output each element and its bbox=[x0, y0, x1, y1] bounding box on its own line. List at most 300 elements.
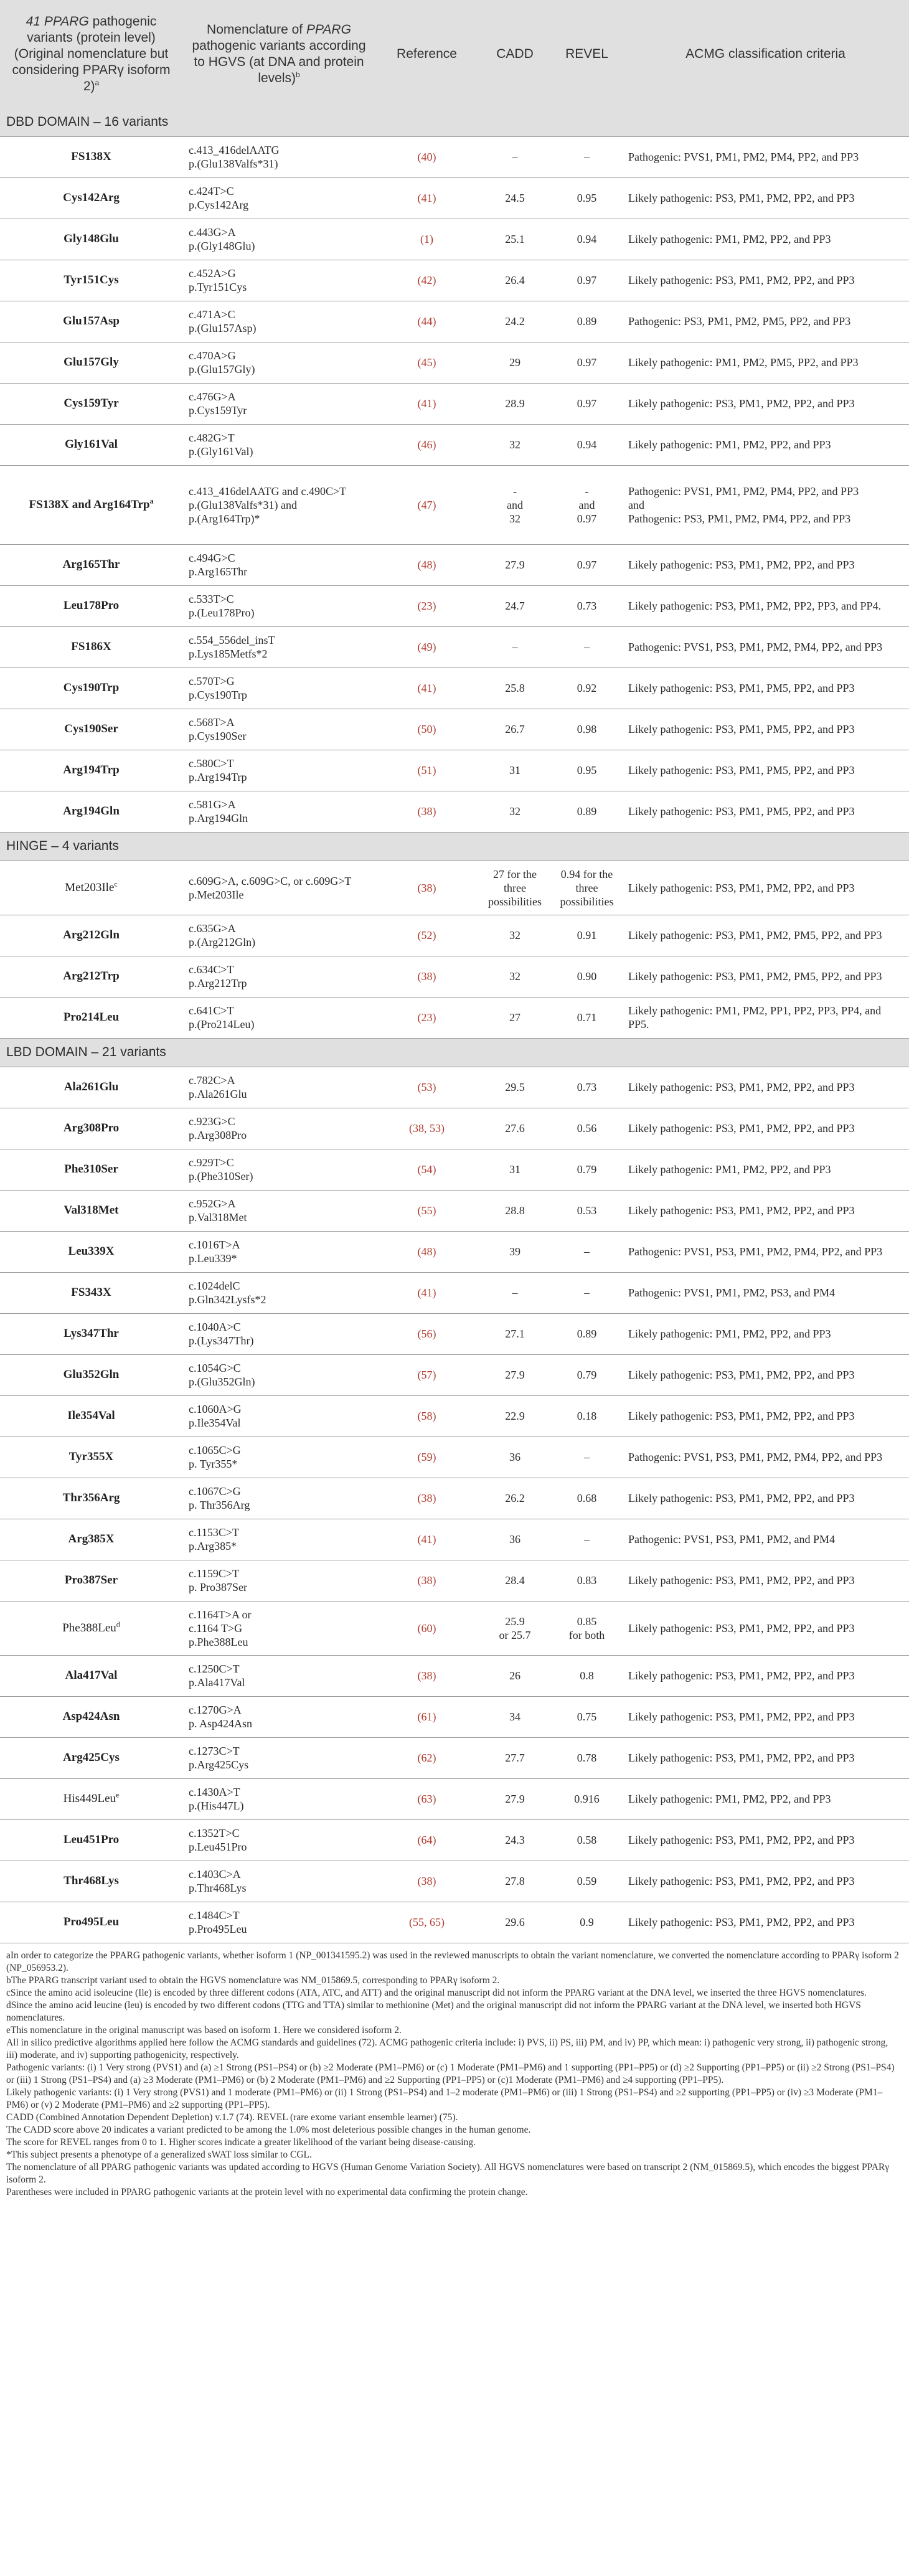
revel-cell: – bbox=[552, 1519, 622, 1560]
reference-cell: (48) bbox=[375, 1231, 478, 1272]
nomenclature-cell bbox=[182, 136, 375, 177]
reference-cell: (59) bbox=[375, 1437, 478, 1478]
nomenclature-line: c.1067C>G bbox=[189, 1485, 241, 1498]
nomenclature-line: p.Gln342Lysfs*2 bbox=[189, 1293, 266, 1306]
variant-cell bbox=[0, 1778, 182, 1819]
cadd-cell bbox=[478, 1601, 552, 1655]
revel-cell: 0.71 bbox=[552, 997, 622, 1038]
revel-cell: 0.58 bbox=[552, 1819, 622, 1861]
reference-cell: (62) bbox=[375, 1737, 478, 1778]
col-header-reference: Reference bbox=[375, 0, 478, 108]
nomenclature-line: p. Tyr355* bbox=[189, 1458, 238, 1470]
acmg-cell: Likely pathogenic: PS3, PM1, PM2, PP2, and PP3 bbox=[622, 1655, 909, 1696]
reference-cell: (44) bbox=[375, 301, 478, 342]
revel-cell: 0.68 bbox=[552, 1478, 622, 1519]
variant-name: Tyr151Cys bbox=[64, 273, 119, 286]
variant-cell bbox=[0, 301, 182, 342]
reference-cell: (55, 65) bbox=[375, 1902, 478, 1943]
acmg-cell: Likely pathogenic: PS3, PM1, PM2, PP2, and PP3 bbox=[622, 1601, 909, 1655]
nomenclature-line: p.Arg425Cys bbox=[189, 1758, 249, 1771]
table-row bbox=[0, 1149, 909, 1190]
revel-cell: 0.94 bbox=[552, 424, 622, 465]
reference-cell: (56) bbox=[375, 1313, 478, 1354]
acmg-cell: Pathogenic: PVS1, PM1, PM2, PS3, and PM4 bbox=[622, 1272, 909, 1313]
footnote: *This subject presents a phenotype of a generalized sWAT loss similar to CGL. bbox=[6, 2149, 312, 2160]
reference-cell: (55) bbox=[375, 1190, 478, 1231]
table-header-row bbox=[0, 0, 909, 108]
revel-cell: 0.79 bbox=[552, 1149, 622, 1190]
acmg-cell: Pathogenic: PVS1, PS3, PM1, PM2, PM4, PP2, and PP3 bbox=[622, 626, 909, 668]
table-row bbox=[0, 956, 909, 997]
revel-cell: – bbox=[552, 1231, 622, 1272]
nomenclature-line: c.1430A>T bbox=[189, 1786, 240, 1798]
acmg-cell: Likely pathogenic: PS3, PM1, PM2, PP2, and PP3 bbox=[622, 1354, 909, 1395]
acmg-cell: Likely pathogenic: PS3, PM1, PM2, PP2, and PP3 bbox=[622, 544, 909, 585]
nomenclature-line: c.452A>G bbox=[189, 267, 236, 280]
cadd-cell: 32 bbox=[478, 956, 552, 997]
revel-cell: – bbox=[552, 1437, 622, 1478]
variant-cell bbox=[0, 1395, 182, 1437]
cadd-cell: 27.9 bbox=[478, 1354, 552, 1395]
table-body bbox=[0, 108, 909, 1943]
reference-cell: (61) bbox=[375, 1696, 478, 1737]
col-header-nomenclature: Nomenclature of PPARG pathogenic variants according to HGVS (at DNA and protein levels)$^b$ bbox=[182, 0, 375, 108]
footnote: Parentheses were included in PPARG pathogenic variants at the protein level with no experimental data confirming the protein change. bbox=[6, 2186, 528, 2197]
variant-cell bbox=[0, 1149, 182, 1190]
cadd-cell: 24.7 bbox=[478, 585, 552, 626]
cadd-cell: 26 bbox=[478, 1655, 552, 1696]
nomenclature-line: c.581G>A bbox=[189, 798, 236, 811]
variant-cell bbox=[0, 1902, 182, 1943]
reference-cell: (48) bbox=[375, 544, 478, 585]
reference-cell: (45) bbox=[375, 342, 478, 383]
variant-name: FS138X bbox=[71, 150, 111, 163]
nomenclature-cell bbox=[182, 956, 375, 997]
reference-cell: (38) bbox=[375, 1478, 478, 1519]
cadd-line: or 25.7 bbox=[499, 1628, 531, 1641]
cadd-cell: 29 bbox=[478, 342, 552, 383]
variant-name: Tyr355X bbox=[68, 1450, 114, 1463]
revel-cell: 0.98 bbox=[552, 709, 622, 750]
cadd-line: - bbox=[513, 484, 517, 498]
nomenclature-line: c.471A>C bbox=[189, 308, 235, 321]
nomenclature-cell bbox=[182, 1313, 375, 1354]
nomenclature-line: p.Pro495Leu bbox=[189, 1923, 247, 1935]
variant-cell bbox=[0, 260, 182, 301]
table-row bbox=[0, 301, 909, 342]
nomenclature-line: p.Thr468Lys bbox=[189, 1882, 247, 1894]
variant-cell bbox=[0, 1231, 182, 1272]
nomenclature-cell bbox=[182, 1861, 375, 1902]
variant-name: Cys142Arg bbox=[63, 191, 120, 204]
nomenclature-cell bbox=[182, 465, 375, 544]
variant-name: FS186X bbox=[71, 640, 111, 653]
nomenclature-cell bbox=[182, 383, 375, 424]
revel-cell: 0.97 bbox=[552, 383, 622, 424]
nomenclature-line: c.1484C>T bbox=[189, 1909, 240, 1922]
table-row bbox=[0, 1902, 909, 1943]
cadd-cell: 25.1 bbox=[478, 219, 552, 260]
revel-cell: 0.73 bbox=[552, 585, 622, 626]
revel-cell: 0.18 bbox=[552, 1395, 622, 1437]
nomenclature-line: p.(Arg212Gln) bbox=[189, 936, 256, 948]
nomenclature-line: c.1164 T>G bbox=[189, 1621, 243, 1635]
acmg-cell: Pathogenic: PVS1, PS3, PM1, PM2, PM4, PP2, and PP3 bbox=[622, 1437, 909, 1478]
nomenclature-line: p.Lys185Metfs*2 bbox=[189, 648, 268, 660]
revel-cell: 0.90 bbox=[552, 956, 622, 997]
nomenclature-line: c.1065C>G bbox=[189, 1444, 241, 1456]
variant-cell bbox=[0, 1067, 182, 1108]
nomenclature-line: p.Ala261Glu bbox=[189, 1088, 247, 1100]
acmg-cell: Likely pathogenic: PS3, PM1, PM2, PM5, PP2, and PP3 bbox=[622, 915, 909, 956]
acmg-cell: Likely pathogenic: PS3, PM1, PM5, PP2, and PP3 bbox=[622, 750, 909, 791]
nomenclature-line: p. Thr356Arg bbox=[189, 1499, 250, 1511]
table-row bbox=[0, 709, 909, 750]
variant-cell bbox=[0, 585, 182, 626]
variant-name: Cys159Tyr bbox=[64, 397, 119, 410]
acmg-cell: Likely pathogenic: PS3, PM1, PM2, PP2, and PP3 bbox=[622, 1902, 909, 1943]
reference-cell: (50) bbox=[375, 709, 478, 750]
reference-cell: (57) bbox=[375, 1354, 478, 1395]
nomenclature-line: c.929T>C bbox=[189, 1156, 234, 1169]
cadd-cell: 29.6 bbox=[478, 1902, 552, 1943]
footnote: The CADD score above 20 indicates a variant predicted to be among the 1.0% most deleterious possible changes in the human genome. bbox=[6, 2124, 531, 2135]
acmg-cell: Likely pathogenic: PM1, PM2, PM5, PP2, and PP3 bbox=[622, 342, 909, 383]
table-row bbox=[0, 1601, 909, 1655]
revel-cell: 0.89 bbox=[552, 1313, 622, 1354]
variant-name: Gly161Val bbox=[65, 438, 118, 451]
acmg-line: Pathogenic: PVS1, PM1, PM2, PM4, PP2, and PP3 bbox=[628, 484, 859, 498]
cadd-cell: 28.9 bbox=[478, 383, 552, 424]
nomenclature-cell bbox=[182, 1560, 375, 1601]
cadd-cell: 34 bbox=[478, 1696, 552, 1737]
reference-cell: (60) bbox=[375, 1601, 478, 1655]
nomenclature-cell bbox=[182, 750, 375, 791]
variant-cell bbox=[0, 1819, 182, 1861]
cadd-cell bbox=[478, 861, 552, 915]
nomenclature-line: p.(Glu157Gly) bbox=[189, 363, 255, 375]
nomenclature-cell bbox=[182, 1655, 375, 1696]
nomenclature-line: c.1270G>A bbox=[189, 1704, 242, 1716]
footnote: Likely pathogenic variants: (i) 1 Very strong (PVS1) and 1 moderate (PM1–PM6) or (ii) 1 Strong (PS1–PS4) and 1–2 moderate (PM1–PM6) or (iii) 1 Strong (PS1–PS4) and ≥2 supporting (PP1–PP5) or (iv) ≥3 Moderate (PM1–PM6) or (v) 2 Moderate (PM1–PM6) and ≥2 supporting (PP1–PP5). bbox=[6, 2087, 883, 2110]
acmg-cell: Likely pathogenic: PM1, PM2, PP2, and PP3 bbox=[622, 1149, 909, 1190]
footnote: Pathogenic variants: (i) 1 Very strong (PVS1) and (a) ≥1 Strong (PS1–PS4) or (b) ≥2 Moderate (PM1–PM6) or (c) 1 Moderate (PM1–PM6) and 1 supporting (PP1–PP5) or (d) ≥2 Supporting (PP1–PP5) or (ii) ≥2 Strong (PS1–PS4) or (iii) 1 Strong (PS1–PS4) and (a) ≥3 Moderate (PM1–PM6) or (b) 2 Moderate (PM1–PM6) and ≥2 Supporting (PP1–PP5) or (c)1 Moderate (PM1–PM6) and ≥4 supporting (PP1–PP5). bbox=[6, 2062, 895, 2085]
table-row bbox=[0, 1437, 909, 1478]
revel-cell: – bbox=[552, 626, 622, 668]
nomenclature-line: c.1159C>T bbox=[189, 1567, 239, 1580]
acmg-cell: Likely pathogenic: PS3, PM1, PM2, PP2, and PP3 bbox=[622, 1478, 909, 1519]
cadd-line: 32 bbox=[509, 512, 520, 525]
footnote-marker: a bbox=[149, 496, 154, 506]
revel-cell: 0.53 bbox=[552, 1190, 622, 1231]
nomenclature-line: c.1164T>A or bbox=[189, 1608, 252, 1621]
revel-cell: 0.75 bbox=[552, 1696, 622, 1737]
revel-cell: 0.8 bbox=[552, 1655, 622, 1696]
nomenclature-line: c.533T>C bbox=[189, 593, 234, 605]
variant-cell bbox=[0, 1696, 182, 1737]
nomenclature-line: p.(Arg164Trp)* bbox=[189, 512, 260, 525]
cadd-cell: 32 bbox=[478, 791, 552, 832]
revel-cell: – bbox=[552, 136, 622, 177]
footnotes bbox=[0, 1943, 909, 2199]
reference-cell: (40) bbox=[375, 136, 478, 177]
revel-cell: 0.95 bbox=[552, 177, 622, 219]
revel-cell bbox=[552, 1601, 622, 1655]
nomenclature-line: c.634C>T bbox=[189, 963, 234, 976]
cadd-cell: 27.8 bbox=[478, 1861, 552, 1902]
cadd-cell: 27.9 bbox=[478, 544, 552, 585]
acmg-cell: Likely pathogenic: PS3, PM1, PM2, PP2, and PP3 bbox=[622, 177, 909, 219]
variant-name: Phe388Leu bbox=[62, 1621, 116, 1635]
variant-cell bbox=[0, 1861, 182, 1902]
table-row bbox=[0, 1737, 909, 1778]
footnote: The nomenclature of all PPARG pathogenic variants was updated according to HGVS (Human Genome Variation Society). All HGVS nomenclatures were based on transcript 2 (NM_015869.5), which encodes the biggest PPARγ isoform 2. bbox=[6, 2161, 890, 2185]
variant-name: Leu451Pro bbox=[63, 1833, 120, 1846]
nomenclature-line: p.Cys142Arg bbox=[189, 199, 249, 211]
variant-name: Arg212Trp bbox=[63, 970, 120, 983]
table-row bbox=[0, 1190, 909, 1231]
cadd-cell: 31 bbox=[478, 750, 552, 791]
cadd-cell: 36 bbox=[478, 1437, 552, 1478]
acmg-cell: Likely pathogenic: PS3, PM1, PM2, PP2, and PP3 bbox=[622, 383, 909, 424]
acmg-cell: Pathogenic: PVS1, PM1, PM2, PM4, PP2, and PP3 bbox=[622, 136, 909, 177]
acmg-cell bbox=[622, 465, 909, 544]
cadd-cell: 26.7 bbox=[478, 709, 552, 750]
footnote: cSince the amino acid isoleucine (Ile) is encoded by three different codons (ATA, ATC, and ATT) and the original manuscript did not inform the PPARG variant at the DNA level, we inserted the three HGVS nomenclatures. bbox=[6, 1987, 867, 1998]
nomenclature-line: p.Cys159Tyr bbox=[189, 404, 247, 417]
acmg-cell: Pathogenic: PS3, PM1, PM2, PM5, PP2, and PP3 bbox=[622, 301, 909, 342]
section-header-row bbox=[0, 108, 909, 136]
nomenclature-line: p.(Phe310Ser) bbox=[189, 1170, 253, 1182]
revel-line: 0.97 bbox=[577, 512, 597, 525]
nomenclature-line: p.(Glu352Gln) bbox=[189, 1375, 255, 1388]
variant-cell bbox=[0, 1601, 182, 1655]
nomenclature-cell bbox=[182, 861, 375, 915]
acmg-cell: Likely pathogenic: PS3, PM1, PM2, PP2, and PP3 bbox=[622, 861, 909, 915]
nomenclature-line: p. Asp424Asn bbox=[189, 1717, 253, 1730]
table-row bbox=[0, 219, 909, 260]
reference-cell: (38) bbox=[375, 1655, 478, 1696]
reference-cell: (41) bbox=[375, 1519, 478, 1560]
acmg-cell: Likely pathogenic: PS3, PM1, PM5, PP2, and PP3 bbox=[622, 668, 909, 709]
cadd-cell: 36 bbox=[478, 1519, 552, 1560]
variant-cell bbox=[0, 791, 182, 832]
cadd-cell: 26.4 bbox=[478, 260, 552, 301]
nomenclature-cell bbox=[182, 424, 375, 465]
reference-cell: (64) bbox=[375, 1819, 478, 1861]
nomenclature-line: c.952G>A bbox=[189, 1197, 236, 1210]
nomenclature-line: p.Arg165Thr bbox=[189, 565, 248, 578]
nomenclature-cell bbox=[182, 1354, 375, 1395]
variant-name: Pro214Leu bbox=[63, 1011, 120, 1024]
variant-name: Glu157Gly bbox=[64, 356, 119, 369]
nomenclature-cell bbox=[182, 791, 375, 832]
variant-name: Leu339X bbox=[68, 1245, 115, 1258]
col-header-revel: REVEL bbox=[552, 0, 622, 108]
nomenclature-line: c.443G>A bbox=[189, 226, 236, 238]
variant-name: Glu352Gln bbox=[63, 1368, 120, 1381]
variant-name: Thr468Lys bbox=[64, 1874, 119, 1887]
nomenclature-line: c.1016T>A bbox=[189, 1238, 240, 1251]
variant-cell bbox=[0, 1655, 182, 1696]
variant-cell bbox=[0, 465, 182, 544]
table-row bbox=[0, 1478, 909, 1519]
nomenclature-cell bbox=[182, 1190, 375, 1231]
nomenclature-line: c.1273C>T bbox=[189, 1745, 240, 1757]
variant-name: Leu178Pro bbox=[63, 599, 120, 612]
variant-cell bbox=[0, 956, 182, 997]
table-row bbox=[0, 1519, 909, 1560]
reference-cell: (23) bbox=[375, 997, 478, 1038]
reference-cell: (63) bbox=[375, 1778, 478, 1819]
table-row bbox=[0, 342, 909, 383]
revel-cell: 0.95 bbox=[552, 750, 622, 791]
nomenclature-line: c.413_416delAATG and c.490C>T bbox=[189, 484, 347, 498]
cadd-cell: 28.8 bbox=[478, 1190, 552, 1231]
acmg-cell: Likely pathogenic: PS3, PM1, PM2, PP2, and PP3 bbox=[622, 1395, 909, 1437]
table-row bbox=[0, 544, 909, 585]
nomenclature-cell bbox=[182, 1819, 375, 1861]
nomenclature-cell bbox=[182, 1272, 375, 1313]
section-title: HINGE – 4 variants bbox=[0, 832, 909, 861]
variant-cell bbox=[0, 219, 182, 260]
revel-cell: 0.91 bbox=[552, 915, 622, 956]
variant-name: Arg194Trp bbox=[63, 763, 120, 776]
nomenclature-line: p.(Leu178Pro) bbox=[189, 606, 255, 619]
nomenclature-cell bbox=[182, 544, 375, 585]
nomenclature-line: p.(Lys347Thr) bbox=[189, 1334, 254, 1347]
nomenclature-line: c.1403C>A bbox=[189, 1868, 241, 1880]
cadd-cell: – bbox=[478, 1272, 552, 1313]
revel-line: possibilities bbox=[560, 895, 614, 908]
reference-cell: (46) bbox=[375, 424, 478, 465]
nomenclature-cell bbox=[182, 260, 375, 301]
variant-name: Ala417Val bbox=[65, 1669, 118, 1682]
nomenclature-line: c.476G>A bbox=[189, 390, 236, 403]
table-row bbox=[0, 465, 909, 544]
acmg-cell: Likely pathogenic: PS3, PM1, PM2, PP2, and PP3 bbox=[622, 1737, 909, 1778]
nomenclature-line: c.1060A>G bbox=[189, 1403, 242, 1415]
variant-cell bbox=[0, 383, 182, 424]
nomenclature-cell bbox=[182, 1437, 375, 1478]
reference-cell: (23) bbox=[375, 585, 478, 626]
nomenclature-line: c.1040A>C bbox=[189, 1321, 241, 1333]
revel-line: - bbox=[585, 484, 589, 498]
acmg-cell: Likely pathogenic: PM1, PM2, PP2, and PP3 bbox=[622, 1778, 909, 1819]
revel-cell: 0.94 bbox=[552, 219, 622, 260]
nomenclature-line: c.413_416delAATG bbox=[189, 144, 280, 156]
variant-cell bbox=[0, 1519, 182, 1560]
revel-cell: 0.89 bbox=[552, 301, 622, 342]
acmg-line: Pathogenic: PS3, PM1, PM2, PM4, PP2, and PP3 bbox=[628, 512, 851, 525]
cadd-cell: 27.9 bbox=[478, 1778, 552, 1819]
table-row bbox=[0, 915, 909, 956]
nomenclature-cell bbox=[182, 1395, 375, 1437]
table-row bbox=[0, 1313, 909, 1354]
variant-name: FS138X and Arg164Trp bbox=[29, 498, 150, 511]
section-header-row bbox=[0, 1038, 909, 1067]
nomenclature-line: c.1352T>C bbox=[189, 1827, 240, 1839]
nomenclature-cell bbox=[182, 709, 375, 750]
table-row bbox=[0, 424, 909, 465]
nomenclature-cell bbox=[182, 997, 375, 1038]
section-title: DBD DOMAIN – 16 variants bbox=[0, 108, 909, 136]
table-row bbox=[0, 668, 909, 709]
nomenclature-cell bbox=[182, 1519, 375, 1560]
table-row bbox=[0, 626, 909, 668]
variant-name: Phe310Ser bbox=[64, 1163, 118, 1176]
revel-cell: 0.83 bbox=[552, 1560, 622, 1601]
table-row bbox=[0, 997, 909, 1038]
table-row bbox=[0, 1231, 909, 1272]
acmg-cell: Likely pathogenic: PS3, PM1, PM2, PP2, and PP3 bbox=[622, 1067, 909, 1108]
footnote: dSince the amino acid leucine (leu) is encoded by two different codons (TTG and TTA) similar to methionine (Met) and the original manuscript did not inform the PPARG variant at the DNA level, we inserted both HGVS nomenclatures. bbox=[6, 1999, 861, 2023]
nomenclature-cell bbox=[182, 342, 375, 383]
table-row bbox=[0, 1861, 909, 1902]
table-row bbox=[0, 1560, 909, 1601]
reference-cell: (49) bbox=[375, 626, 478, 668]
footnote: The score for REVEL ranges from 0 to 1. Higher scores indicate a greater likelihood of the variant being disease-causing. bbox=[6, 2136, 476, 2148]
footnote: aIn order to categorize the PPARG pathogenic variants, whether isoform 1 (NP_001341595.2) was used in the reviewed manuscripts to obtain the variant nomenclature, we converted the nomenclature according to PPARγ isoform 2 (NP_056953.2). bbox=[6, 1950, 899, 1973]
reference-cell: (41) bbox=[375, 177, 478, 219]
variant-name: Ala261Glu bbox=[64, 1080, 119, 1093]
nomenclature-cell bbox=[182, 219, 375, 260]
nomenclature-cell bbox=[182, 668, 375, 709]
variant-cell bbox=[0, 915, 182, 956]
variant-name: Pro387Ser bbox=[64, 1573, 118, 1587]
nomenclature-cell bbox=[182, 626, 375, 668]
revel-cell bbox=[552, 465, 622, 544]
cadd-cell: 24.2 bbox=[478, 301, 552, 342]
variant-cell bbox=[0, 668, 182, 709]
nomenclature-line: p.Met203Ile bbox=[189, 888, 244, 901]
reference-cell: (38) bbox=[375, 956, 478, 997]
cadd-cell: 27.7 bbox=[478, 1737, 552, 1778]
reference-cell: (41) bbox=[375, 668, 478, 709]
nomenclature-line: c.1024delC bbox=[189, 1280, 240, 1292]
cadd-cell: – bbox=[478, 136, 552, 177]
nomenclature-line: p.(Pro214Leu) bbox=[189, 1018, 255, 1031]
variant-cell bbox=[0, 750, 182, 791]
nomenclature-line: p.(Gly161Val) bbox=[189, 445, 253, 458]
cadd-cell: 39 bbox=[478, 1231, 552, 1272]
footnote: eThis nomenclature in the original manuscript was based on isoform 1. Here we considered isoform 2. bbox=[6, 2024, 402, 2036]
nomenclature-line: c.570T>G bbox=[189, 675, 235, 687]
acmg-cell: Likely pathogenic: PM1, PM2, PP2, and PP3 bbox=[622, 1313, 909, 1354]
cadd-cell: 32 bbox=[478, 424, 552, 465]
nomenclature-line: p.Arg194Trp bbox=[189, 771, 247, 783]
cadd-line: 25.9 bbox=[505, 1615, 525, 1628]
nomenclature-line: c.554_556del_insT bbox=[189, 634, 275, 646]
footnote: All in silico predictive algorithms applied here follow the ACMG standards and guidelines (72). ACMG pathogenic criteria include: i) PVS, ii) PS, iii) PM, and iv) PP, which mean: i) pathogenic very strong, ii) pathogenic strong, iii) moderate, and iv) supporting pathogenicity, respectively. bbox=[6, 2037, 888, 2060]
variant-name: His449Leu bbox=[63, 1792, 116, 1805]
cadd-cell: 22.9 bbox=[478, 1395, 552, 1437]
revel-cell: 0.73 bbox=[552, 1067, 622, 1108]
nomenclature-line: p.(His447L) bbox=[189, 1800, 244, 1812]
cadd-cell: 32 bbox=[478, 915, 552, 956]
nomenclature-line: p.Phe388Leu bbox=[189, 1635, 248, 1648]
table-row bbox=[0, 750, 909, 791]
nomenclature-line: p.(Glu138Valfs*31) bbox=[189, 158, 278, 170]
table-row bbox=[0, 791, 909, 832]
nomenclature-line: p.Arg212Trp bbox=[189, 977, 247, 989]
table-row bbox=[0, 1778, 909, 1819]
acmg-cell: Likely pathogenic: PS3, PM1, PM2, PP2, and PP3 bbox=[622, 1861, 909, 1902]
variant-cell bbox=[0, 1190, 182, 1231]
nomenclature-cell bbox=[182, 585, 375, 626]
acmg-line: and bbox=[628, 498, 644, 511]
variant-name: Arg385X bbox=[68, 1532, 115, 1545]
